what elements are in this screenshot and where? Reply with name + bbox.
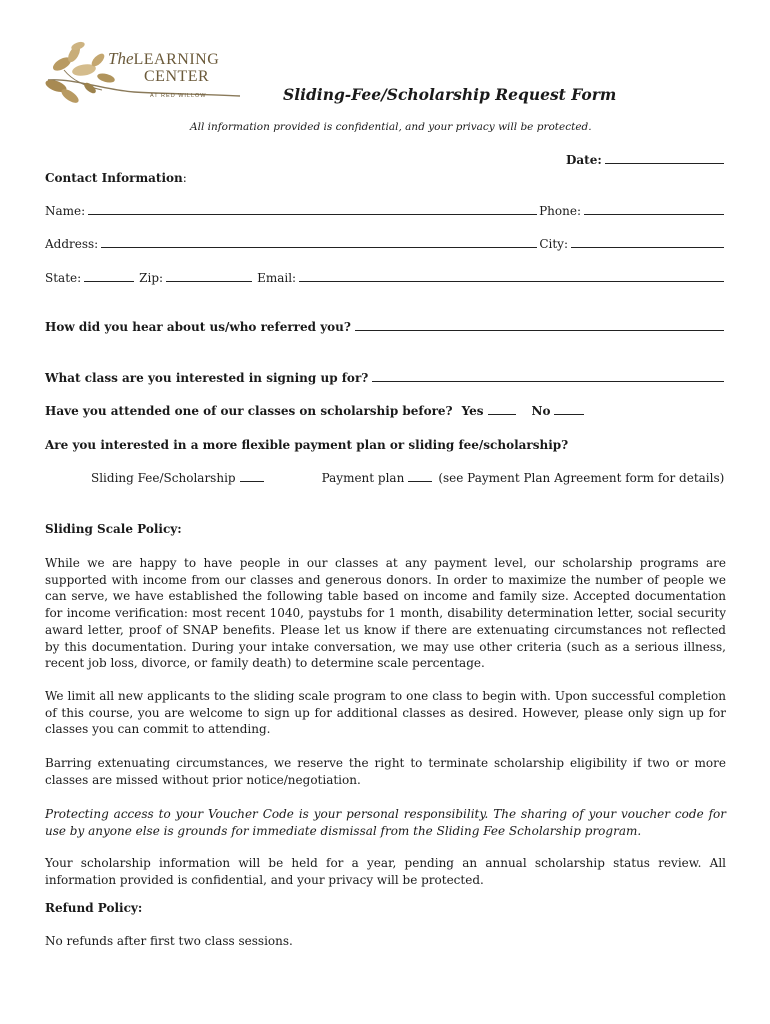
city-field[interactable] xyxy=(571,237,724,248)
logo-line2: CENTER xyxy=(144,68,210,85)
contact-section-colon: : xyxy=(182,171,187,185)
option-payment-plan-label: Payment plan xyxy=(321,471,405,485)
referral-question: How did you hear about us/who referred you? xyxy=(45,320,351,334)
class-interest-row xyxy=(45,370,726,386)
address-field[interactable] xyxy=(101,237,537,248)
policy-paragraph-3: Barring extenuating circumstances, we reserve the right to terminate scholarship eligibility if two or more classes are missed without prior notice/negotiation. xyxy=(45,756,726,787)
payment-options-row xyxy=(91,470,731,486)
state-label: State: xyxy=(45,271,82,285)
policy-paragraph-1: While we are happy to have people in our classes at any payment level, our scholarship programs are supported with income from our classes and generous donors. In order to maximize the number of people we can serve, we have established the following table based on income and family size. Accepted documentation for income verification: most recent 1040, paystubs for 1 month, disability determination letter, social security award letter, proof of SNAP benefits. Please let us know if there are extenuating circumstances not reflected by this documentation. During your intake conversation, we may use other criteria (such as a serious illness, recent job loss, divorce, or family death) to determine scale percentage. xyxy=(45,556,726,671)
name-field[interactable] xyxy=(88,204,537,215)
state-zip-email-row xyxy=(45,270,726,286)
class-interest-question: What class are you interested in signing up for? xyxy=(45,371,369,385)
contact-section-label: Contact Information xyxy=(45,171,183,185)
refund-text: No refunds after first two class sessions. xyxy=(45,934,293,948)
date-label: Date: xyxy=(566,153,602,167)
form-title: Sliding-Fee/Scholarship Request Form xyxy=(283,85,617,104)
name-label: Name: xyxy=(45,204,86,218)
phone-field[interactable] xyxy=(584,204,724,215)
no-label: No xyxy=(531,404,551,418)
date-field[interactable] xyxy=(605,153,724,164)
policy-paragraph-4: Protecting access to your Voucher Code is your personal responsibility. The sharing of your voucher code for use by anyone else is grounds for immediate dismissal from the Sliding Fee Scholarship program. xyxy=(45,807,726,838)
yes-label: Yes xyxy=(461,404,484,418)
logo-line1: LEARNING xyxy=(133,51,220,68)
option-payment-plan-field[interactable] xyxy=(408,471,432,482)
option-sliding-label: Sliding Fee/Scholarship xyxy=(91,471,236,485)
email-label: Email: xyxy=(257,271,297,285)
referral-field[interactable] xyxy=(355,320,724,331)
address-city-row xyxy=(45,236,726,252)
payment-interest-question: Are you interested in a more flexible payment plan or sliding fee/scholarship? xyxy=(45,438,569,452)
contact-section-heading xyxy=(45,170,726,186)
name-phone-row xyxy=(45,203,726,219)
referral-row xyxy=(45,319,726,335)
city-label: City: xyxy=(539,237,568,251)
refund-heading: Refund Policy: xyxy=(45,901,143,915)
state-field[interactable] xyxy=(84,271,134,282)
yes-field[interactable] xyxy=(488,404,516,415)
zip-label: Zip: xyxy=(139,271,164,285)
policy-heading: Sliding Scale Policy: xyxy=(45,522,182,536)
logo-tagline: AT RED WILLOW xyxy=(150,93,207,99)
logo-prefix: The xyxy=(108,49,134,68)
confidential-note: All information provided is confidential, and your privacy will be protected. xyxy=(190,121,592,133)
policy-paragraph-2: We limit all new applicants to the sliding scale program to one class to begin with. Upon successful completion of this course, you are welcome to sign up for additional classes as desired. However, please only sign up for classes you can commit to attending. xyxy=(45,689,726,737)
policy-paragraph-5: Your scholarship information will be held for a year, pending an annual scholarship status review. All information provided is confidential, and your privacy will be protected. xyxy=(45,856,726,887)
email-field[interactable] xyxy=(299,271,724,282)
date-row xyxy=(566,152,726,168)
phone-label: Phone: xyxy=(539,204,581,218)
attended-before-question: Have you attended one of our classes on scholarship before? xyxy=(45,404,453,418)
zip-field[interactable] xyxy=(166,271,252,282)
option-payment-note: (see Payment Plan Agreement form for details) xyxy=(438,471,725,485)
payment-interest-row xyxy=(45,437,726,453)
option-sliding-field[interactable] xyxy=(240,471,264,482)
class-interest-field[interactable] xyxy=(372,371,724,382)
attended-before-row xyxy=(45,403,726,419)
learning-center-logo xyxy=(44,40,244,106)
no-field[interactable] xyxy=(554,404,584,415)
address-label: Address: xyxy=(45,237,99,251)
